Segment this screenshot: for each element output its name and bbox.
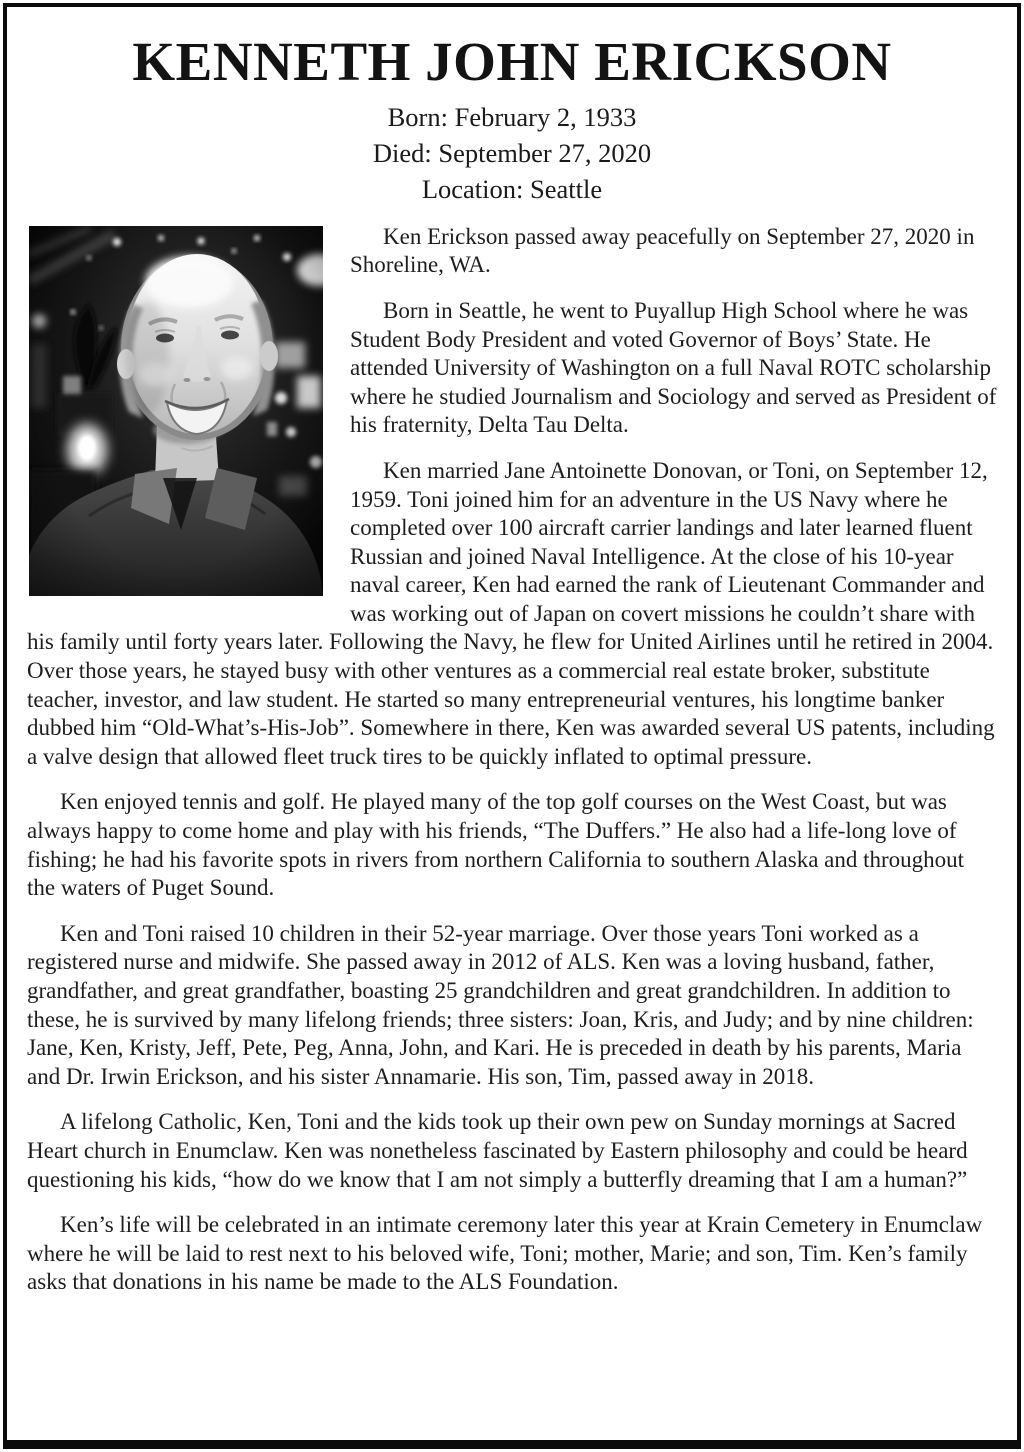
born-line: Born: February 2, 1933	[387, 101, 637, 132]
obituary-paragraph-3: Ken married Jane Antoinette Donovan, or Toni, on September 12, 1959. Toni joined him for an adventure in the US Navy where he completed over 100 aircraft carrier landings and later learned fluent Russian and joined Naval Intelligence. At the close of his 10-year naval career, Ken had earned the rank of Lieutenant Commander and was working out of Japan on covert missions he couldn’t share with his family until forty years later. Following the Navy, he flew for United Airlines until he retired in 2004. Over those years, he stayed busy with other ventures as a commercial real estate broker, substitute teacher, investor, and law student. He started so many entrepreneurial ventures, his longtime banker dubbed him “Old-What’s-His-Job”. Somewhere in there, Ken was awarded several US patents, including a valve design that allowed fleet truck tires to be quickly inflated to optimal pressure.	[27, 457, 995, 769]
portrait-photo-graphic	[29, 226, 323, 596]
died-line: Died: September 27, 2020	[372, 137, 652, 168]
obituary-paragraph-2: Born in Seattle, he went to Puyallup High School where he was Student Body President and voted Governor of Boys’ State. He attended University of Washington on a full Naval ROTC scholarship where he studied Journalism and Sociology and served as President of his fraternity, Delta Tau Delta.	[350, 297, 997, 438]
photo-vignette	[29, 226, 323, 596]
obituary-paragraph-7: Ken’s life will be celebrated in an intimate ceremony later this year at Krain Cemetery in Enumclaw where he will be laid to rest next to his beloved wife, Toni; mother, Marie; and son, Tim. Ken’s family asks that donations in his name be made to the ALS Foundation.	[27, 1212, 983, 1295]
deceased-name: KENNETH JOHN ERICKSON	[132, 31, 892, 92]
obituary-page	[3, 3, 1021, 1449]
obituary-body	[27, 223, 997, 1297]
location-line: Location: Seattle	[421, 173, 603, 204]
obituary-paragraph-1: Ken Erickson passed away peacefully on September 27, 2020 in Shoreline, WA.	[350, 223, 975, 278]
obituary-header	[27, 33, 997, 207]
portrait-photo	[29, 226, 323, 596]
obituary-paragraph-6: A lifelong Catholic, Ken, Toni and the kids took up their own pew on Sunday mornings at Sacred Heart church in Enumclaw. Ken was nonetheless fascinated by Eastern philosophy and could be heard questioning his kids, “how do we know that I am not simply a butterfly dreaming that I am a human?”	[27, 1109, 968, 1192]
obituary-paragraph-4: Ken enjoyed tennis and golf. He played many of the top golf courses on the West Coast, but was always happy to come home and play with his friends, “The Duffers.” He also had a life-long love of fishing; he had his favorite spots in rivers from northern California to southern Alaska and throughout the waters of Puget Sound.	[27, 789, 965, 901]
vital-info	[27, 99, 997, 207]
obituary-paragraph-5: Ken and Toni raised 10 children in their 52-year marriage. Over those years Toni worked as a registered nurse and midwife. She passed away in 2012 of ALS. Ken was a loving husband, father, grandfather, and great grandfather, boasting 25 grandchildren and great grandchildren. In addition to these, he is survived by many lifelong friends; three sisters: Joan, Kris, and Judy; and by nine children: Jane, Ken, Kristy, Jeff, Pete, Peg, Anna, John, and Kari. He is preceded in death by his parents, Maria and Dr. Irwin Erickson, and his sister Annamarie. His son, Tim, passed away in 2018.	[27, 920, 974, 1089]
